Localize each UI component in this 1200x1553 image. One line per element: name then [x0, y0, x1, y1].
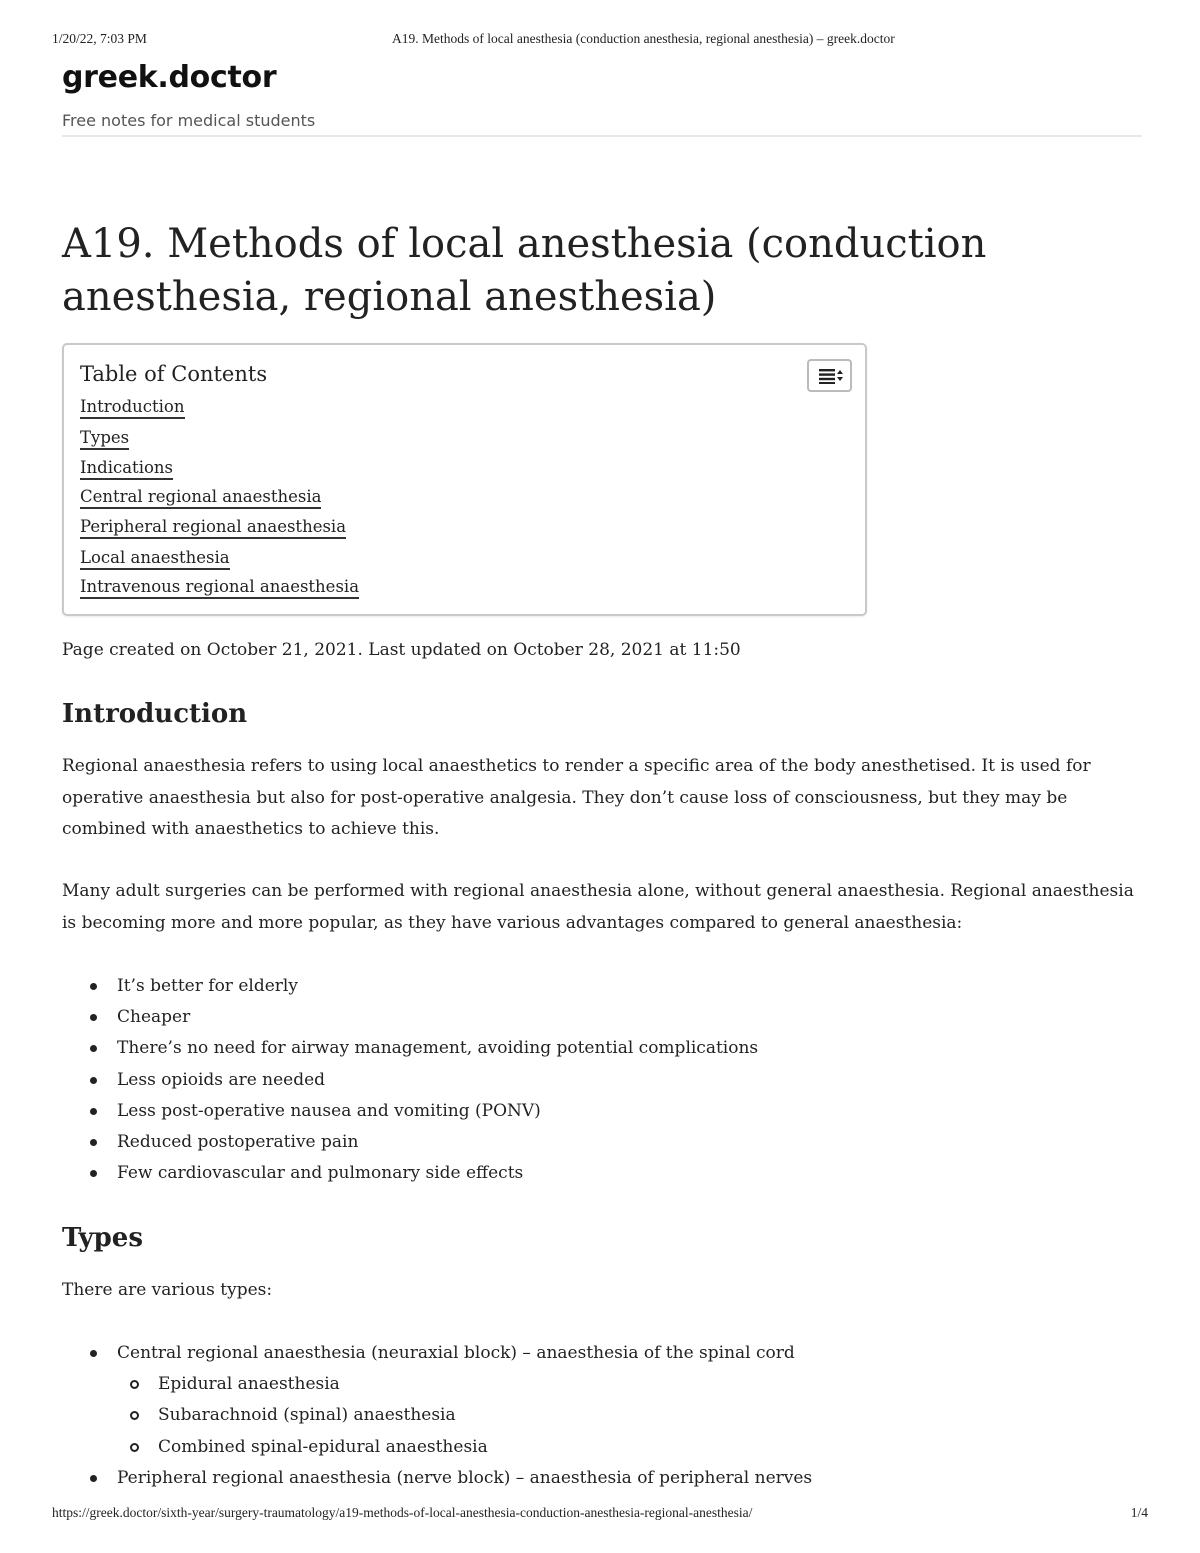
toc-item	[80, 517, 346, 536]
toc-toggle-button[interactable]	[807, 359, 852, 392]
toc-item	[80, 428, 129, 447]
toc-link-central-regional[interactable]: Central regional anaesthesia	[80, 487, 321, 509]
advantages-list	[62, 971, 758, 1189]
list-item: There’s no need for airway management, avoiding potential complications	[62, 1033, 758, 1064]
list-item: Few cardiovascular and pulmonary side effects	[62, 1158, 758, 1189]
list-item: Less opioids are needed	[62, 1065, 758, 1096]
print-footer	[52, 1505, 1148, 1523]
toc-item	[80, 397, 185, 416]
toc-item	[80, 577, 359, 596]
sub-list-item: Combined spinal-epidural anaesthesia	[62, 1432, 812, 1463]
site-description: Free notes for medical students	[62, 111, 316, 130]
toc-link-introduction[interactable]: Introduction	[80, 397, 185, 419]
print-url: https://greek.doctor/sixth-year/surgery-traumatology/a19-methods-of-local-anesthesia-conduction-anesthesia-regional-anesthesia/	[52, 1505, 753, 1520]
header-divider	[62, 135, 1142, 137]
heading-introduction: Introduction	[62, 699, 248, 729]
types-list	[62, 1338, 812, 1494]
toc-item	[80, 458, 173, 477]
page-dates: Page created on October 21, 2021. Last updated on October 28, 2021 at 11:50	[62, 640, 741, 660]
list-item-peripheral: Peripheral regional anaesthesia (nerve block) – anaesthesia of peripheral nerves	[62, 1463, 812, 1494]
sub-list-item: Subarachnoid (spinal) anaesthesia	[62, 1400, 812, 1431]
toc-link-indications[interactable]: Indications	[80, 458, 173, 480]
page-title: A19. Methods of local anesthesia (conduction anesthesia, regional anesthesia)	[62, 221, 987, 320]
list-item: Cheaper	[62, 1002, 758, 1033]
heading-types: Types	[62, 1223, 143, 1253]
toc-heading: Table of Contents	[80, 362, 268, 386]
print-datetime: 1/20/22, 7:03 PM	[52, 31, 147, 46]
toc-link-types[interactable]: Types	[80, 428, 129, 450]
table-of-contents	[62, 343, 867, 616]
toc-item	[80, 487, 321, 506]
toc-link-peripheral-regional[interactable]: Peripheral regional anaesthesia	[80, 517, 346, 539]
types-intro: There are various types:	[62, 1280, 273, 1300]
list-item: Less post-operative nausea and vomiting (PONV)	[62, 1096, 758, 1127]
toc-link-intravenous-regional[interactable]: Intravenous regional anaesthesia	[80, 577, 359, 599]
toc-item	[80, 548, 230, 567]
list-item: Reduced postoperative pain	[62, 1127, 758, 1158]
intro-paragraph-1: Regional anaesthesia refers to using local anaesthetics to render a specific area of the body anesthetised. It is used for operative anaesthesia but also for post-operative analgesia. They don’t cause loss of consciousness, but they may be combined with anaesthetics to achieve this.	[62, 756, 1091, 839]
list-toggle-icon	[819, 368, 843, 384]
print-page-title: A19. Methods of local anesthesia (conduction anesthesia, regional anesthesia) – greek.doctor	[392, 31, 895, 46]
list-item: It’s better for elderly	[62, 971, 758, 1002]
site-title-link[interactable]: greek.doctor	[62, 60, 277, 95]
list-item-central: Central regional anaesthesia (neuraxial block) – anaesthesia of the spinal cord	[62, 1338, 812, 1369]
page-number: 1/4	[1130, 1505, 1148, 1520]
sub-list-item: Epidural anaesthesia	[62, 1369, 812, 1400]
toc-link-local[interactable]: Local anaesthesia	[80, 548, 230, 570]
print-header	[52, 31, 1148, 49]
intro-paragraph-2: Many adult surgeries can be performed with regional anaesthesia alone, without general anaesthesia. Regional anaesthesia is becoming more and more popular, as they have various advantages compared to general anaesthesia:	[62, 881, 1134, 933]
